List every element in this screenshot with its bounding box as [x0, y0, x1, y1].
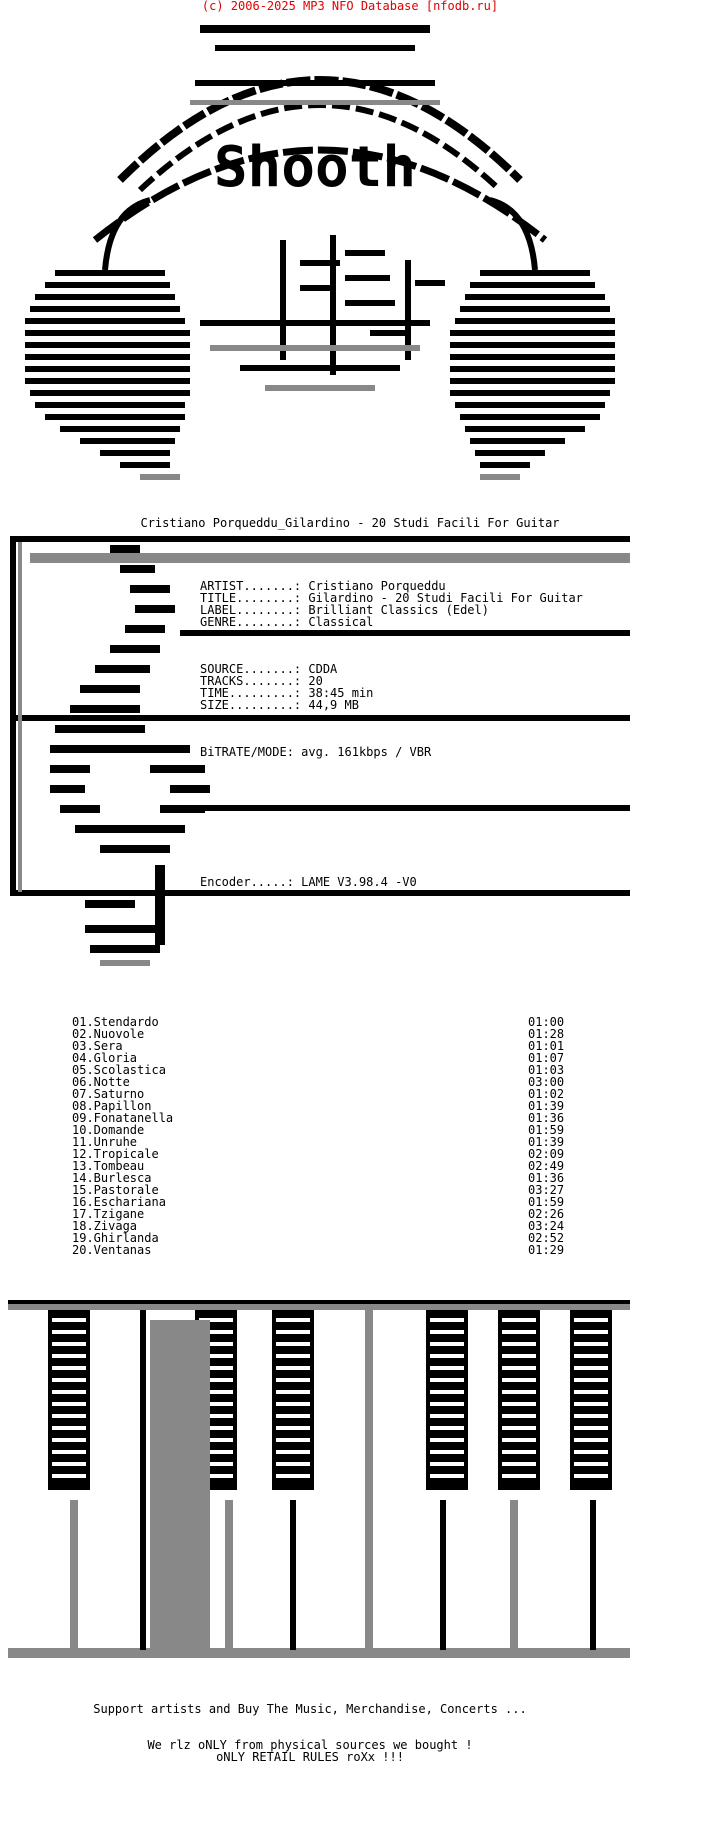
- track-name: 02.Nuovole: [72, 1027, 145, 1041]
- track-time: 03:00: [528, 1075, 565, 1089]
- artist-line: ARTIST.......: Cristiano Porqueddu: [200, 579, 446, 593]
- track-name: 07.Saturno: [72, 1087, 145, 1101]
- source-line: SOURCE.......: CDDA: [200, 662, 338, 676]
- track-time: 01:39: [528, 1099, 565, 1113]
- track-time: 01:01: [528, 1039, 565, 1053]
- size-line: SIZE.........: 44,9 MB: [200, 698, 359, 712]
- treble-clef-art: [50, 545, 210, 966]
- track-name: 13.Tombeau: [72, 1159, 145, 1173]
- track-name: 14.Burlesca: [72, 1171, 152, 1185]
- release-title: Cristiano Porqueddu_Gilardino - 20 Studi Facili For Guitar: [140, 516, 560, 530]
- track-time: 02:52: [528, 1231, 565, 1245]
- nfodb-header: (c) 2006-2025 MP3 NFO Database [nfodb.ru]: [201, 0, 499, 13]
- track-time: 01:39: [528, 1135, 565, 1149]
- track-time: 01:00: [528, 1015, 565, 1029]
- center-flame-art: [200, 235, 445, 391]
- time-line: TIME.........: 38:45 min: [200, 686, 374, 700]
- track-name: 06.Notte: [72, 1075, 130, 1089]
- track-time: 01:03: [528, 1063, 565, 1077]
- track-name: 08.Papillon: [72, 1099, 152, 1113]
- piano-keys-art: [8, 1300, 630, 1658]
- encoder-line: Encoder.....: LAME V3.98.4 -V0: [200, 875, 417, 889]
- title-line: TITLE........: Gilardino - 20 Studi Facili For Guitar: [200, 591, 583, 605]
- track-name: 03.Sera: [72, 1039, 123, 1053]
- track-name: 18.Zivaga: [72, 1219, 138, 1233]
- track-name: 04.Gloria: [72, 1051, 138, 1065]
- track-name: 20.Ventanas: [72, 1243, 152, 1257]
- track-time: 03:24: [528, 1219, 565, 1233]
- track-time: 01:59: [528, 1123, 565, 1137]
- track-time: 01:28: [528, 1027, 565, 1041]
- footer-physical: We rlz oNLY from physical sources we bought !: [147, 1738, 473, 1752]
- track-name: 15.Pastorale: [72, 1183, 159, 1197]
- track-time: 03:27: [528, 1183, 565, 1197]
- track-time: 01:36: [528, 1111, 565, 1125]
- tracks-line: TRACKS.......: 20: [200, 674, 323, 688]
- track-name: 12.Tropicale: [72, 1147, 159, 1161]
- track-name: 16.Eschariana: [72, 1195, 166, 1209]
- logo-text: Shooth: [213, 135, 417, 200]
- track-time: 01:59: [528, 1195, 565, 1209]
- track-time: 02:09: [528, 1147, 565, 1161]
- left-earcup-art: [25, 270, 190, 480]
- track-name: 09.Fonatanella: [72, 1111, 174, 1125]
- track-time: 01:02: [528, 1087, 565, 1101]
- footer-retail: oNLY RETAIL RULES roXx !!!: [216, 1750, 404, 1764]
- label-line: LABEL........: Brilliant Classics (Edel): [200, 603, 489, 617]
- track-name: 17.Tzigane: [72, 1207, 145, 1221]
- right-earcup-art: [450, 270, 615, 480]
- track-time: 02:49: [528, 1159, 565, 1173]
- track-time: 01:36: [528, 1171, 565, 1185]
- footer-support: Support artists and Buy The Music, Merchandise, Concerts ...: [93, 1702, 527, 1716]
- track-time: 02:26: [528, 1207, 565, 1221]
- track-name: 11.Unruhe: [72, 1135, 138, 1149]
- track-time: 01:07: [528, 1051, 565, 1065]
- bitrate-line: BiTRATE/MODE: avg. 161kbps / VBR: [200, 745, 432, 759]
- track-name: 10.Domande: [72, 1123, 145, 1137]
- track-name: 05.Scolastica: [72, 1063, 166, 1077]
- track-time: 01:29: [528, 1243, 565, 1257]
- track-name: 01.Stendardo: [72, 1015, 159, 1029]
- track-name: 19.Ghirlanda: [72, 1231, 159, 1245]
- genre-line: GENRE........: Classical: [200, 615, 374, 629]
